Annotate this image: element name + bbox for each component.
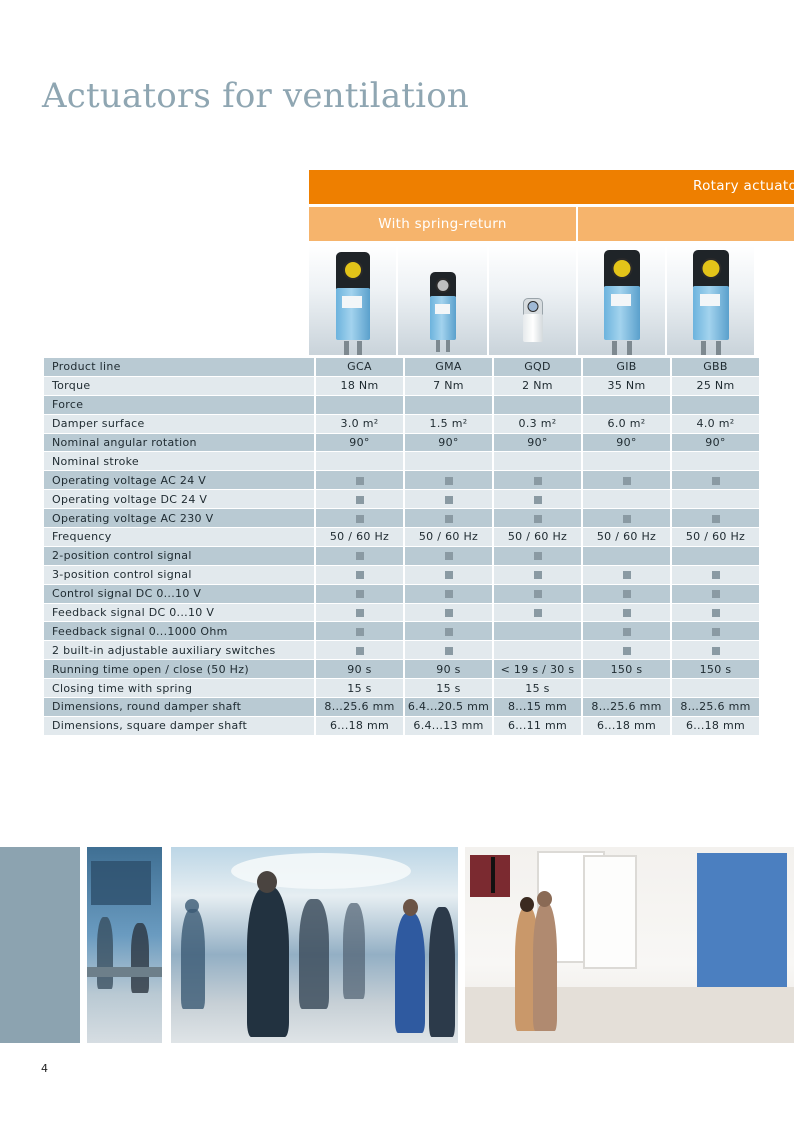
table-row (44, 660, 759, 678)
table-cell: 3.0 m² (316, 415, 403, 433)
square-marker-icon (445, 628, 453, 636)
row-label: Operating voltage DC 24 V (44, 490, 314, 508)
table-row (44, 509, 759, 527)
feature-available-mark (316, 585, 403, 603)
table-cell: 90 s (405, 660, 492, 678)
table-cell: 35 Nm (583, 377, 670, 395)
table-cell (316, 396, 403, 414)
table-cell (583, 679, 670, 697)
table-cell (316, 452, 403, 470)
square-marker-icon (445, 647, 453, 655)
table-cell (583, 547, 670, 565)
table-cell: 0.3 m² (494, 415, 581, 433)
feature-available-mark (405, 566, 492, 584)
feature-available-mark (316, 566, 403, 584)
square-marker-icon (356, 609, 364, 617)
table-cell: 50 / 60 Hz (494, 528, 581, 546)
feature-available-mark (494, 566, 581, 584)
feature-available-mark (494, 509, 581, 527)
feature-available-mark (583, 622, 670, 640)
table-cell: < 19 s / 30 s (494, 660, 581, 678)
feature-available-mark (672, 585, 759, 603)
row-label: Force (44, 396, 314, 414)
table-cell: 1.5 m² (405, 415, 492, 433)
product-photo-gca (309, 246, 396, 355)
square-marker-icon (356, 552, 364, 560)
page-title: Actuators for ventilation (42, 76, 469, 116)
square-marker-icon (356, 477, 364, 485)
actuator-image (693, 250, 729, 355)
table-row (44, 641, 759, 659)
row-label: Operating voltage AC 24 V (44, 471, 314, 489)
table-cell: GQD (494, 358, 581, 376)
table-cell: 6...18 mm (583, 717, 670, 735)
square-marker-icon (712, 628, 720, 636)
table-cell (672, 679, 759, 697)
photo-shop-window (87, 847, 162, 1043)
table-cell (672, 490, 759, 508)
square-marker-icon (534, 552, 542, 560)
feature-available-mark (583, 566, 670, 584)
table-row (44, 585, 759, 603)
table-cell: 150 s (672, 660, 759, 678)
row-label: Damper surface (44, 415, 314, 433)
table-cell: 50 / 60 Hz (405, 528, 492, 546)
product-photo-gma (398, 246, 487, 355)
square-marker-icon (445, 609, 453, 617)
square-marker-icon (623, 571, 631, 579)
table-cell: 6.4...20.5 mm (405, 698, 492, 716)
table-row (44, 566, 759, 584)
table-cell: 6.0 m² (583, 415, 670, 433)
table-cell: 25 Nm (672, 377, 759, 395)
feature-available-mark (672, 471, 759, 489)
square-marker-icon (712, 477, 720, 485)
table-row (44, 471, 759, 489)
table-cell: 50 / 60 Hz (672, 528, 759, 546)
square-marker-icon (623, 609, 631, 617)
square-marker-icon (534, 496, 542, 504)
table-cell: 15 s (316, 679, 403, 697)
table-cell (494, 622, 581, 640)
feature-available-mark (405, 509, 492, 527)
table-cell: 90° (405, 434, 492, 452)
row-label: Frequency (44, 528, 314, 546)
feature-available-mark (405, 471, 492, 489)
feature-available-mark (672, 622, 759, 640)
feature-available-mark (316, 622, 403, 640)
table-cell: 90° (583, 434, 670, 452)
row-label: Operating voltage AC 230 V (44, 509, 314, 527)
row-label: Dimensions, square damper shaft (44, 717, 314, 735)
feature-available-mark (583, 471, 670, 489)
table-cell: GBB (672, 358, 759, 376)
actuator-image (523, 298, 543, 346)
square-marker-icon (712, 515, 720, 523)
table-cell: 4.0 m² (672, 415, 759, 433)
feature-available-mark (316, 604, 403, 622)
row-label: Dimensions, round damper shaft (44, 698, 314, 716)
table-cell (672, 452, 759, 470)
square-marker-icon (623, 647, 631, 655)
table-row (44, 358, 759, 376)
square-marker-icon (445, 590, 453, 598)
table-cell: 6...11 mm (494, 717, 581, 735)
table-cell: GMA (405, 358, 492, 376)
feature-available-mark (316, 547, 403, 565)
square-marker-icon (623, 628, 631, 636)
subcategory-header-other (578, 207, 794, 241)
square-marker-icon (356, 647, 364, 655)
table-cell: 6...18 mm (316, 717, 403, 735)
table-cell: 90° (316, 434, 403, 452)
square-marker-icon (445, 552, 453, 560)
table-cell: 90 s (316, 660, 403, 678)
square-marker-icon (356, 571, 364, 579)
feature-available-mark (405, 547, 492, 565)
row-label: 2 built-in adjustable auxiliary switches (44, 641, 314, 659)
feature-available-mark (405, 490, 492, 508)
table-cell: 8...25.6 mm (583, 698, 670, 716)
feature-available-mark (672, 641, 759, 659)
feature-available-mark (494, 585, 581, 603)
table-cell: 6...18 mm (672, 717, 759, 735)
row-label: 3-position control signal (44, 566, 314, 584)
row-label: Product line (44, 358, 314, 376)
table-cell: 7 Nm (405, 377, 492, 395)
table-cell: GCA (316, 358, 403, 376)
table-cell (583, 396, 670, 414)
feature-available-mark (316, 641, 403, 659)
row-label: Torque (44, 377, 314, 395)
table-cell (494, 452, 581, 470)
photo-shopping-mall (171, 847, 458, 1043)
square-marker-icon (534, 609, 542, 617)
feature-available-mark (316, 471, 403, 489)
square-marker-icon (445, 571, 453, 579)
square-marker-icon (356, 590, 364, 598)
square-marker-icon (534, 590, 542, 598)
feature-available-mark (583, 509, 670, 527)
square-marker-icon (445, 496, 453, 504)
feature-available-mark (583, 641, 670, 659)
product-photo-gqd (489, 246, 576, 355)
table-row (44, 528, 759, 546)
table-row (44, 698, 759, 716)
table-cell: 150 s (583, 660, 670, 678)
spec-table (42, 357, 761, 736)
product-photo-gib (578, 246, 665, 355)
table-row (44, 377, 759, 395)
table-row (44, 679, 759, 697)
table-row (44, 415, 759, 433)
table-cell: 6.4...13 mm (405, 717, 492, 735)
square-marker-icon (534, 477, 542, 485)
feature-available-mark (405, 604, 492, 622)
square-marker-icon (356, 628, 364, 636)
table-cell: 50 / 60 Hz (316, 528, 403, 546)
table-cell (672, 547, 759, 565)
table-row (44, 434, 759, 452)
feature-available-mark (494, 547, 581, 565)
actuator-image (336, 252, 370, 355)
actuator-image (604, 250, 640, 355)
row-label: Running time open / close (50 Hz) (44, 660, 314, 678)
page-number: 4 (41, 1062, 48, 1075)
square-marker-icon (445, 515, 453, 523)
square-marker-icon (356, 496, 364, 504)
row-label: Nominal angular rotation (44, 434, 314, 452)
table-cell (672, 396, 759, 414)
feature-available-mark (494, 471, 581, 489)
feature-available-mark (316, 509, 403, 527)
square-marker-icon (623, 515, 631, 523)
actuator-image (430, 272, 456, 352)
table-cell (583, 452, 670, 470)
table-cell (405, 396, 492, 414)
feature-available-mark (494, 604, 581, 622)
table-row (44, 547, 759, 565)
table-cell: 18 Nm (316, 377, 403, 395)
square-marker-icon (534, 571, 542, 579)
product-photo-gbb (667, 246, 754, 355)
table-cell (405, 452, 492, 470)
table-row (44, 396, 759, 414)
row-label: 2-position control signal (44, 547, 314, 565)
feature-available-mark (405, 585, 492, 603)
square-marker-icon (712, 647, 720, 655)
category-header-label: Rotary actuators (693, 178, 810, 194)
category-header (309, 170, 810, 204)
square-marker-icon (445, 477, 453, 485)
table-cell: 90° (672, 434, 759, 452)
row-label: Closing time with spring (44, 679, 314, 697)
row-label: Feedback signal 0...1000 Ohm (44, 622, 314, 640)
subcategory-header-spring-return (309, 207, 576, 241)
feature-available-mark (672, 604, 759, 622)
square-marker-icon (712, 571, 720, 579)
table-cell: GIB (583, 358, 670, 376)
table-cell (494, 396, 581, 414)
square-marker-icon (712, 590, 720, 598)
table-cell: 8...25.6 mm (672, 698, 759, 716)
table-cell (583, 490, 670, 508)
photo-gallery-couple (465, 847, 794, 1043)
square-marker-icon (623, 477, 631, 485)
decorative-color-block (0, 847, 80, 1043)
table-row (44, 717, 759, 735)
table-cell: 8...25.6 mm (316, 698, 403, 716)
feature-available-mark (316, 490, 403, 508)
feature-available-mark (583, 604, 670, 622)
table-cell (494, 641, 581, 659)
row-label: Control signal DC 0...10 V (44, 585, 314, 603)
square-marker-icon (534, 515, 542, 523)
table-row (44, 622, 759, 640)
table-cell: 50 / 60 Hz (583, 528, 670, 546)
feature-available-mark (672, 566, 759, 584)
feature-available-mark (583, 585, 670, 603)
row-label: Nominal stroke (44, 452, 314, 470)
row-label: Feedback signal DC 0...10 V (44, 604, 314, 622)
square-marker-icon (623, 590, 631, 598)
table-cell: 8...15 mm (494, 698, 581, 716)
feature-available-mark (405, 622, 492, 640)
subcategory-label: With spring-return (378, 216, 507, 232)
table-cell: 15 s (494, 679, 581, 697)
square-marker-icon (712, 609, 720, 617)
table-row (44, 452, 759, 470)
table-row (44, 490, 759, 508)
feature-available-mark (672, 509, 759, 527)
table-cell: 2 Nm (494, 377, 581, 395)
table-row (44, 604, 759, 622)
feature-available-mark (494, 490, 581, 508)
feature-available-mark (405, 641, 492, 659)
square-marker-icon (356, 515, 364, 523)
table-cell: 90° (494, 434, 581, 452)
table-cell: 15 s (405, 679, 492, 697)
